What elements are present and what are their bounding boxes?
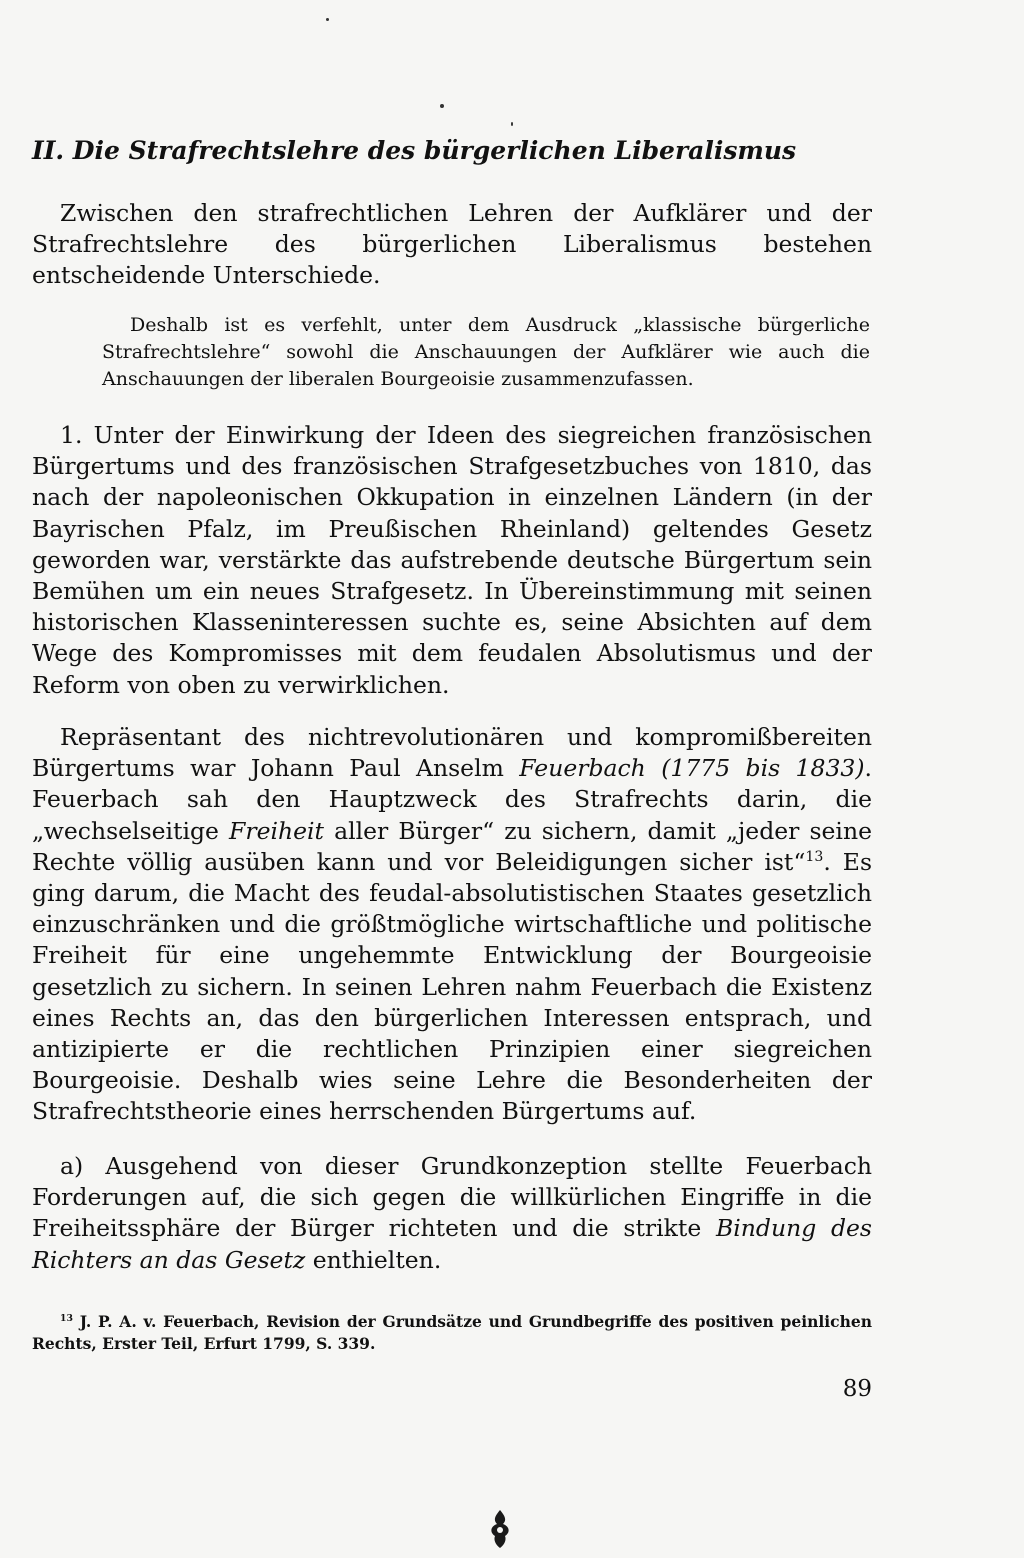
section-heading: II. Die Strafrechtslehre des bürgerlichen Liberalismus <box>32 136 797 165</box>
paragraph-point-a <box>32 1151 872 1276</box>
text-run: . Feuerbach sah den Hauptzweck des Strafrechts darin, die „wechselseitige <box>32 754 872 845</box>
text-run: Repräsentant des nichtrevolutionären und kompromißbereiten Bürgertums war Johann Paul Anselm <box>32 723 872 783</box>
print-speck <box>326 18 329 21</box>
print-speck <box>440 104 444 108</box>
text-run: a) Ausgehend von dieser Grundkonzeption stellte Feuerbach Forderungen auf, die sich gegen die willkürlichen Eingriffe in die Freiheitssphäre der Bürger richteten und die strikte <box>32 1152 872 1243</box>
print-speck <box>511 122 513 126</box>
italic-run: Freiheit <box>229 816 324 845</box>
printer-ornament-icon <box>487 1508 513 1550</box>
footnote-number: 13 <box>60 1312 73 1324</box>
italic-run: Feuerbach (1775 bis 1833) <box>519 754 865 783</box>
footnote-text: J. P. A. v. Feuerbach, Revision der Grundsätze und Grundbegriffe des positiven peinlichen Rechts, Erster Teil, Erfurt 1799, S. 339. <box>32 1312 872 1353</box>
small-print-note: Deshalb ist es verfehlt, unter dem Ausdruck „klassische bürgerliche Strafrechtslehre“ sowohl die Anschauungen der Aufklärer wie auch die Anschauungen der liberalen Bourgeoisie zusammenzufassen. <box>102 314 870 390</box>
text-run: . Es ging darum, die Macht des feudal-absolutistischen Staates gesetzlich einzuschränken und die größtmögliche wirtschaftliche und politische Freiheit für eine ungehemmte Entwicklung der Bourgeoisie gesetzlich zu sichern. In seinen Lehren nahm Feuerbach die Existenz eines Rechts an, das den bürgerlichen Interessen entsprach, und antizipierte er die rechtlichen Prinzipien einer siegreichen Bourgeoisie. Deshalb wies seine Lehre die Besonderheiten der Strafrechtstheorie eines herrschenden Bürgertums auf. <box>32 847 873 1126</box>
text-run: aller Bürger“ zu sichern, damit „jeder seine Rechte völlig ausüben kann und vor Beleidigungen sicher ist“ <box>32 816 872 876</box>
footnote-reference: 13 <box>805 848 824 865</box>
paragraph-feuerbach <box>32 722 872 1128</box>
page-number: 89 <box>842 1376 872 1402</box>
paragraph-point-1: 1. Unter der Einwirkung der Ideen des siegreichen französischen Bürgertums und des französischen Strafgesetzbuches von 1810, das nach der napoleonischen Okkupation in einzelnen Ländern (in der Bayrischen Pfalz, im Preußischen Rheinland) geltendes Gesetz geworden war, verstärkte das aufstrebende deutsche Bürgertum sein Bemühen um ein neues Strafgesetz. In Übereinstimmung mit seinen historischen Klasseninteressen suchte es, seine Absichten auf dem Wege des Kompromisses mit dem feudalen Absolutismus und der Reform von oben zu verwirklichen. <box>32 421 872 699</box>
paragraph-intro: Zwischen den strafrechtlichen Lehren der Aufklärer und der Strafrechtslehre des bürgerlichen Liberalismus bestehen entscheidende Unterschiede. <box>32 199 872 290</box>
text-run: enthielten. <box>305 1245 442 1274</box>
footnote <box>32 1311 872 1355</box>
italic-run: Bindung des Richters an das Gesetz <box>32 1214 872 1274</box>
